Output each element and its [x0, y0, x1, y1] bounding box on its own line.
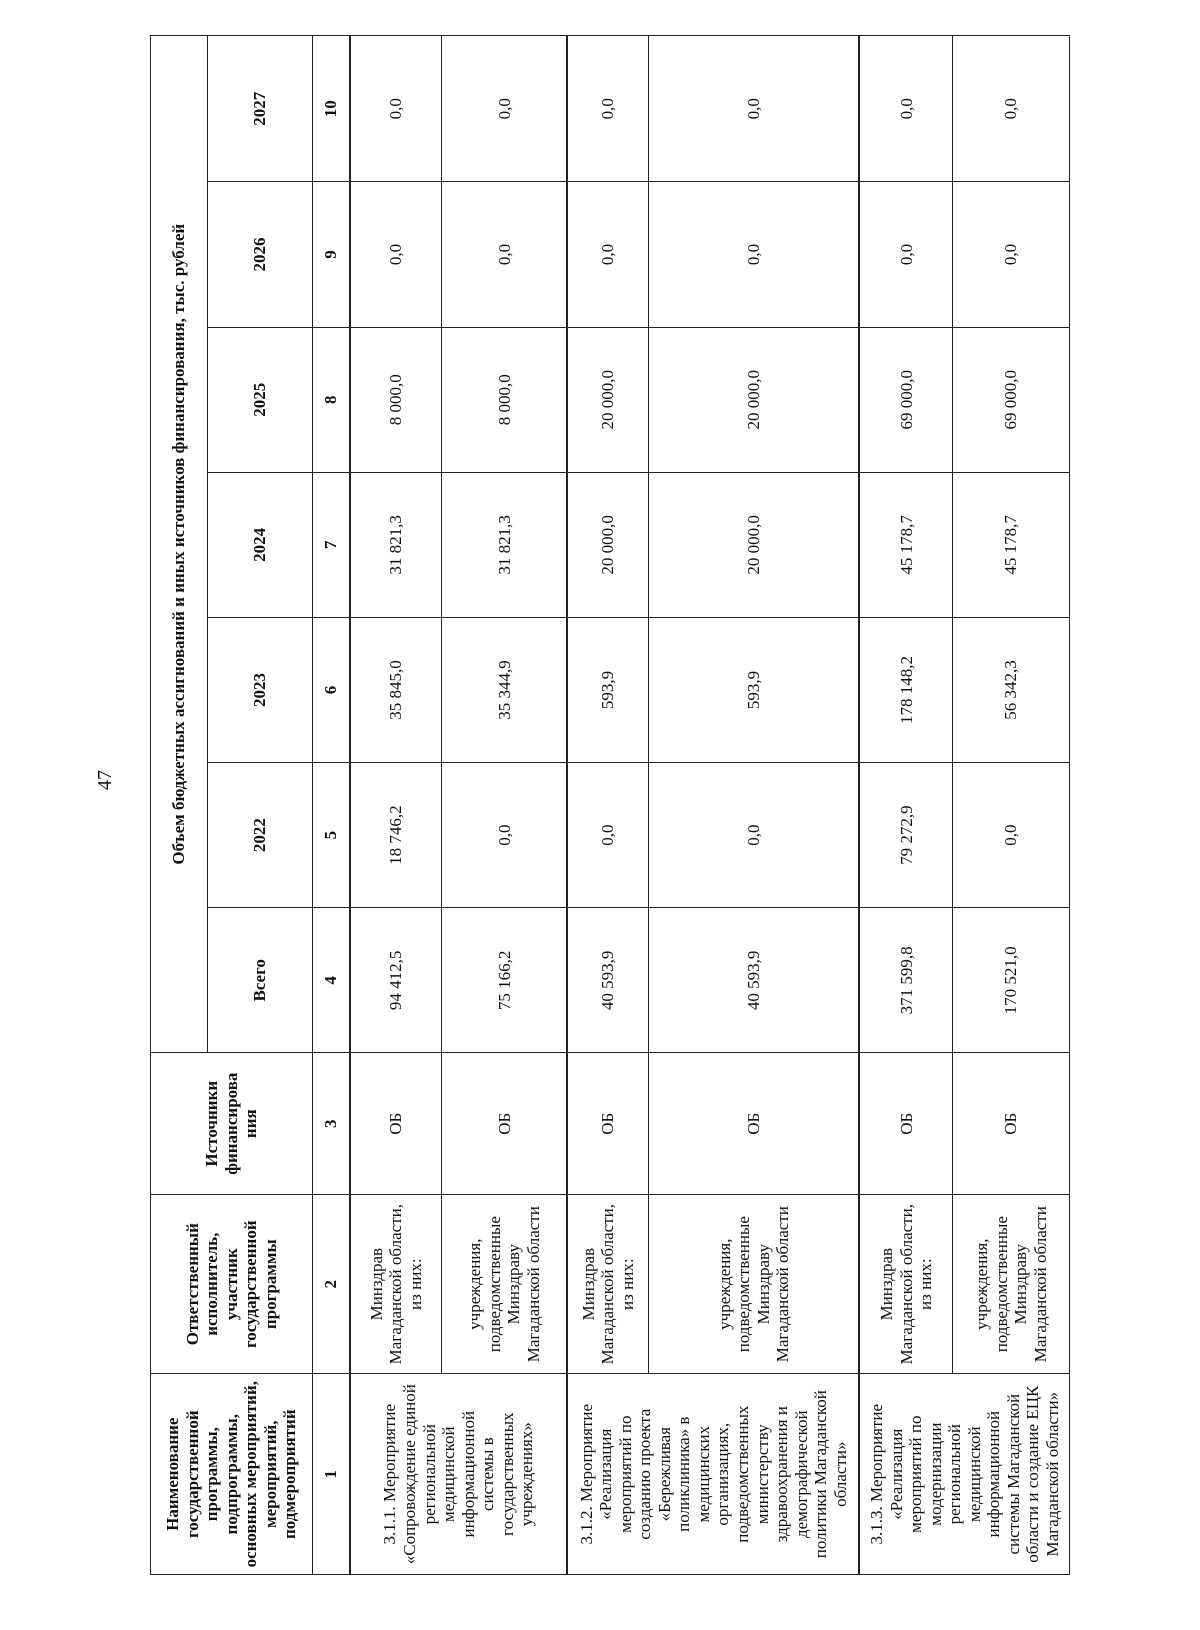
table-row: [350, 36, 442, 1575]
value-cell: 20 000,0: [648, 327, 859, 472]
value-cell: 0,0: [859, 182, 952, 327]
table-row: [442, 36, 567, 1575]
value-cell: 0,0: [442, 36, 567, 182]
source-cell: ОБ: [859, 1053, 952, 1195]
page-number: 47: [94, 770, 116, 790]
value-cell: 593,9: [567, 617, 648, 762]
column-number: 10: [312, 36, 350, 182]
value-cell: 0,0: [648, 763, 859, 908]
value-cell: 31 821,3: [350, 472, 442, 617]
measure-name: 3.1.1. Мероприятие «Сопровождение единой региональной медицинской информационной системы в государственных учреждениях»: [350, 1374, 567, 1575]
header-year: 2025: [208, 327, 312, 472]
value-cell: 0,0: [442, 763, 567, 908]
value-cell: 20 000,0: [567, 472, 648, 617]
value-cell: 31 821,3: [442, 472, 567, 617]
column-number: 8: [312, 327, 350, 472]
value-cell: 593,9: [648, 617, 859, 762]
column-number: 3: [312, 1053, 350, 1195]
header-year: 2023: [208, 617, 312, 762]
value-cell: 69 000,0: [859, 327, 952, 472]
table-row: [953, 36, 1070, 1575]
header-year: 2022: [208, 763, 312, 908]
value-cell: 20 000,0: [567, 327, 648, 472]
source-cell: ОБ: [350, 1053, 442, 1195]
value-cell: 0,0: [648, 36, 859, 182]
column-number-row: [312, 36, 350, 1575]
value-cell: 0,0: [953, 182, 1070, 327]
measure-name: 3.1.3. Мероприятие «Реализация мероприятий по модернизации региональной медицинской информационной системы Магаданской области и создание ЕЦК Магаданской области»: [859, 1374, 1069, 1575]
value-cell: 0,0: [859, 36, 952, 182]
header-year: 2027: [208, 36, 312, 182]
value-cell: 35 845,0: [350, 617, 442, 762]
column-number: 6: [312, 617, 350, 762]
column-number: 2: [312, 1195, 350, 1374]
value-cell: 18 746,2: [350, 763, 442, 908]
executor-cell: Минздрав Магаданской области, из них:: [859, 1195, 952, 1374]
value-cell: 20 000,0: [648, 472, 859, 617]
executor-cell: учреждения, подведомственные Минздраву Магаданской области: [442, 1195, 567, 1374]
value-cell: 0,0: [442, 182, 567, 327]
value-cell: 0,0: [953, 36, 1070, 182]
value-cell: 56 342,3: [953, 617, 1070, 762]
header-name: Наименование государственной программы, подпрограммы, основных мероприятий, мероприятий, подмероприятий: [151, 1374, 313, 1575]
value-cell: 178 148,2: [859, 617, 952, 762]
value-cell: 0,0: [953, 763, 1070, 908]
source-cell: ОБ: [648, 1053, 859, 1195]
executor-cell: учреждения, подведомственные Минздраву Магаданской области: [648, 1195, 859, 1374]
value-cell: 0,0: [567, 36, 648, 182]
executor-cell: Минздрав Магаданской области, из них:: [567, 1195, 648, 1374]
header-volume: Объем бюджетных ассигнований и иных источников финансирования, тыс. рублей: [151, 36, 208, 1053]
header-year: 2026: [208, 182, 312, 327]
value-cell: 40 593,9: [648, 908, 859, 1053]
header-executor: Ответственный исполнитель, участник государственной программы: [151, 1195, 313, 1374]
value-cell: 35 344,9: [442, 617, 567, 762]
source-cell: ОБ: [442, 1053, 567, 1195]
column-number: 4: [312, 908, 350, 1053]
value-cell: 8 000,0: [442, 327, 567, 472]
value-cell: 79 272,9: [859, 763, 952, 908]
value-cell: 45 178,7: [953, 472, 1070, 617]
value-cell: 8 000,0: [350, 327, 442, 472]
executor-cell: Минздрав Магаданской области, из них:: [350, 1195, 442, 1374]
column-number: 5: [312, 763, 350, 908]
table-row: [567, 36, 648, 1575]
rotated-table-wrapper: [150, 35, 1070, 1575]
value-cell: 75 166,2: [442, 908, 567, 1053]
header-year: Всего: [208, 908, 312, 1053]
source-cell: ОБ: [953, 1053, 1070, 1195]
value-cell: 40 593,9: [567, 908, 648, 1053]
value-cell: 371 599,8: [859, 908, 952, 1053]
value-cell: 0,0: [567, 182, 648, 327]
header-source: Источники финансирова ния: [151, 1053, 313, 1195]
measure-name: 3.1.2. Мероприятие «Реализация мероприятий по созданию проекта «Бережливая поликлиника» в медицинских организациях, подведомственных министерству здравоохранения и демографической политики Магаданской области»: [567, 1374, 859, 1575]
source-cell: ОБ: [567, 1053, 648, 1195]
value-cell: 94 412,5: [350, 908, 442, 1053]
table-row: [648, 36, 859, 1575]
column-number: 7: [312, 472, 350, 617]
value-cell: 0,0: [567, 763, 648, 908]
value-cell: 0,0: [648, 182, 859, 327]
value-cell: 0,0: [350, 182, 442, 327]
value-cell: 170 521,0: [953, 908, 1070, 1053]
table-row: [859, 36, 952, 1575]
value-cell: 69 000,0: [953, 327, 1070, 472]
header-year: 2024: [208, 472, 312, 617]
financing-table: [150, 35, 1070, 1575]
value-cell: 0,0: [350, 36, 442, 182]
column-number: 1: [312, 1374, 350, 1575]
value-cell: 45 178,7: [859, 472, 952, 617]
header-row-1: [151, 36, 208, 1575]
executor-cell: учреждения, подведомственные Минздраву Магаданской области: [953, 1195, 1070, 1374]
column-number: 9: [312, 182, 350, 327]
